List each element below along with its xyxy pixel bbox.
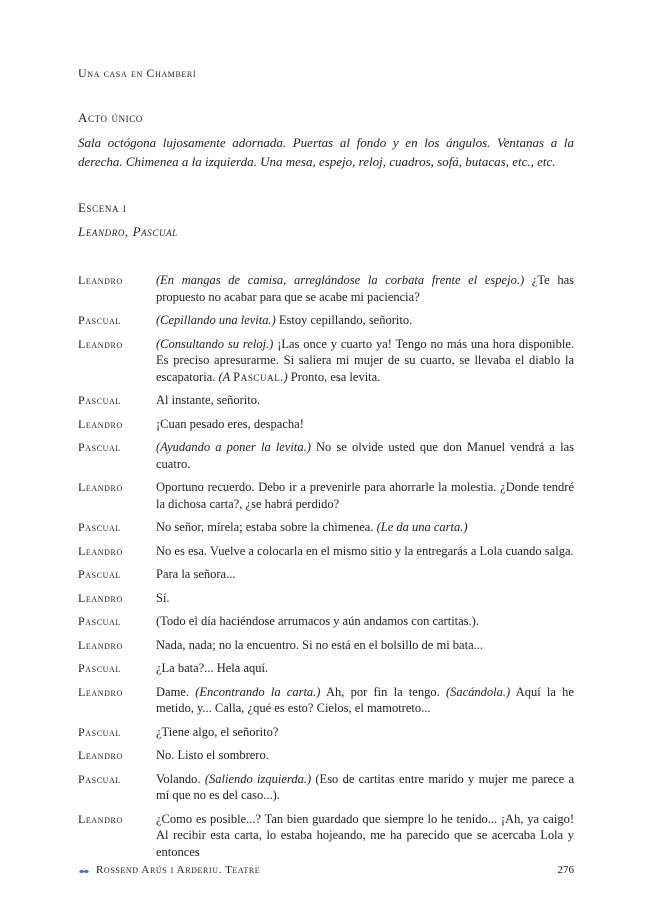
speaker-name: Pascual	[78, 771, 121, 786]
speech-text	[156, 543, 574, 560]
speech-segment: Ah, por fin la tengo.	[320, 684, 446, 699]
speech-text	[156, 272, 574, 305]
stage-direction: (Encontrando la carta.)	[195, 684, 321, 699]
stage-direction: (A	[218, 369, 234, 384]
stage-direction: (Cepillando una levita.)	[156, 313, 276, 327]
scene-title: Escena i	[78, 200, 127, 215]
footer-title: Rossend Arús i Arderiu. Teatre	[96, 864, 261, 876]
dialogue-line	[78, 660, 574, 677]
speech-segment: No se olvide usted que don Manuel vendrá a las cuatro.	[156, 440, 574, 471]
speaker-name: Pascual	[78, 567, 121, 581]
speech-text	[156, 684, 574, 717]
speech-segment: ¿Tiene algo, el señorito?	[156, 724, 279, 739]
page-number: 276	[557, 864, 574, 876]
dialogue-line	[78, 439, 574, 472]
publisher-logo-icon	[78, 866, 90, 874]
speech-text	[156, 811, 574, 861]
scene-characters: Leandro, Pascual	[78, 224, 178, 239]
speech-segment: Pascual	[233, 369, 281, 384]
speech-text	[156, 519, 574, 536]
stage-direction: (Consultando su reloj.)	[156, 336, 274, 351]
speech-segment: No. Listo el sombrero.	[156, 748, 269, 762]
dialogue-line	[78, 684, 574, 717]
speech-text	[156, 566, 574, 583]
stage-direction: (Sacándola.)	[445, 684, 511, 699]
speaker-name: Pascual	[78, 724, 121, 739]
stage-direction: (Ayudando a poner la levita.)	[156, 440, 311, 454]
speech-text	[156, 637, 574, 654]
speaker-name: Leandro	[78, 273, 123, 287]
speech-text	[156, 590, 574, 607]
speech-text	[156, 747, 574, 764]
speech-segment: ¡Las once y cuarto ya! Tengo no más una hora disponible. Es preciso apresurarme. Si saliera mi mujer de su cuarto, se llevaba el diablo la escapatoria.	[156, 336, 575, 384]
speech-text	[156, 392, 574, 409]
speech-segment: ¡Cuan pesado eres, despacha!	[156, 416, 304, 431]
speech-text	[156, 439, 574, 472]
stage-direction: (Saliendo izquierda.)	[204, 771, 312, 786]
speech-text	[156, 724, 574, 741]
dialogue-line	[78, 479, 574, 512]
dialogue-line	[78, 312, 574, 329]
dialogue	[78, 272, 574, 867]
act-title: Acto único	[78, 110, 143, 125]
stage-direction: (En mangas de camisa, arreglándose la corbata frente el espejo.)	[156, 273, 525, 287]
speech-segment: ¿Como es posible...? Tan bien guardado que siempre lo he tenido... ¡Ah, ya caigo! Al recibir esta carta, lo estaba hojeando, me ha parecido que se acercaba Lola y entonces	[156, 811, 574, 859]
speech-segment: No señor, mírela; estaba sobre la chimenea.	[156, 520, 377, 534]
dialogue-line	[78, 519, 574, 536]
speech-segment: Pronto, esa levita.	[287, 369, 381, 384]
speaker-name: Leandro	[78, 416, 123, 431]
speech-segment: Estoy cepillando, señorito.	[275, 313, 413, 327]
speech-segment: Nada, nada; no la encuentro. Si no está en el bolsillo de mi bata...	[156, 637, 483, 652]
speech-segment: Dame.	[156, 684, 196, 699]
speech-segment: (Todo el día haciéndose arrumacos y aún andamos con cartitas.).	[156, 614, 479, 628]
speaker-name: Leandro	[78, 748, 123, 762]
footer	[78, 864, 574, 876]
dialogue-line	[78, 613, 574, 630]
speaker-name: Pascual	[78, 313, 121, 327]
speech-text	[156, 613, 574, 630]
running-head: Una casa en Chamberí	[78, 66, 197, 80]
dialogue-line	[78, 724, 574, 741]
speech-segment: Volando.	[156, 771, 205, 786]
dialogue-line	[78, 336, 574, 386]
speaker-name: Leandro	[78, 811, 123, 826]
stage-direction: .)	[280, 369, 288, 384]
speech-segment: (Eso de cartitas entre marido y mujer me parece a mí que no es del caso...).	[156, 771, 575, 802]
dialogue-line	[78, 811, 574, 861]
speech-text	[156, 771, 574, 804]
speech-text	[156, 336, 574, 386]
speech-segment: Al instante, señorito.	[156, 393, 261, 407]
dialogue-line	[78, 637, 574, 654]
dialogue-line	[78, 543, 574, 560]
speech-segment: Para la señora...	[156, 567, 236, 581]
speaker-name: Pascual	[78, 393, 121, 407]
speaker-name: Pascual	[78, 661, 121, 675]
speech-text	[156, 479, 574, 512]
speech-segment: Oportuno recuerdo. Debo ir a prevenirle para ahorrarle la molestia. ¿Donde tendré la dichosa carta?, ¿se habrá perdido?	[156, 480, 574, 511]
speaker-name: Pascual	[78, 614, 121, 628]
speaker-name: Pascual	[78, 440, 121, 454]
footer-left	[78, 864, 260, 876]
speaker-name: Leandro	[78, 336, 123, 351]
speaker-name: Pascual	[78, 520, 121, 534]
dialogue-line	[78, 272, 574, 305]
dialogue-line	[78, 566, 574, 583]
speech-segment: No es esa. Vuelve a colocarla en el mismo sitio y la entregarás a Lola cuando salga.	[156, 543, 574, 558]
speech-segment: ¿Te has propuesto no acabar para que se acabe mi paciencia?	[156, 273, 574, 304]
stage-direction: (Le da una carta.)	[376, 520, 468, 534]
speaker-name: Leandro	[78, 637, 123, 652]
dialogue-line	[78, 590, 574, 607]
stage-setting: Sala octógona lujosamente adornada. Puertas al fondo y en los ángulos. Ventanas a la derecha. Chimenea a la izquierda. Una mesa, espejo, reloj, cuadros, sofá, butacas, etc., etc.	[78, 135, 574, 169]
speaker-name: Leandro	[78, 480, 123, 494]
dialogue-line	[78, 771, 574, 804]
speech-text	[156, 660, 574, 677]
speaker-name: Leandro	[78, 590, 123, 605]
speech-text	[156, 312, 574, 329]
speech-segment: ¿La bata?... Hela aquí.	[156, 661, 269, 675]
dialogue-line	[78, 416, 574, 433]
speech-text	[156, 416, 574, 433]
speaker-name: Leandro	[78, 543, 123, 558]
speech-segment: Aquí la he metido, y... Calla, ¿qué es esto? Cielos, el mamotreto...	[156, 684, 574, 715]
speaker-name: Leandro	[78, 684, 123, 699]
dialogue-line	[78, 747, 574, 764]
speech-segment: Sí.	[156, 590, 170, 605]
dialogue-line	[78, 392, 574, 409]
